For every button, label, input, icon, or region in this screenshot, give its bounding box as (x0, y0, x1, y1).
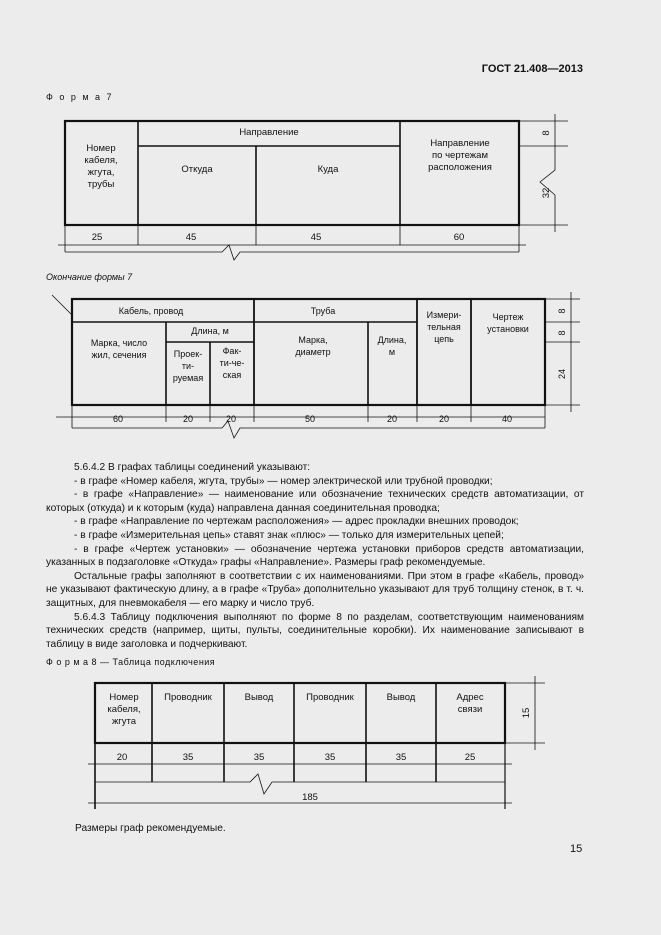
form7-height-1: 8 (541, 130, 552, 136)
actual-line-1: Фак- (222, 346, 242, 356)
form7-width-4: 60 (453, 232, 465, 243)
form7-end-height-2: 8 (557, 330, 567, 336)
form8-table (0, 676, 661, 811)
actual-line-3: ская (222, 370, 242, 380)
form8-width-1: 20 (116, 752, 128, 763)
bullet-drawing: - в графе «Чертеж установки» — обозначение чертежа установки приборов средств автоматизации, указанных в подзаголовке «Откуда» графы «Направление». Размеры граф рекомендуемые. (46, 543, 584, 569)
designed-line-2: ти- (181, 361, 195, 371)
form7-table (0, 112, 661, 267)
measuring-line-3: цепь (434, 334, 454, 344)
cable-mark-line-2: жил, сечения (91, 350, 147, 360)
form7-drawdir-line-3: расположения (428, 162, 492, 173)
form7-end-width-1: 60 (112, 414, 124, 424)
bullet-number: - в графе «Номер кабеля, жгута, трубы» — номер электрической или трубной проводки; (74, 475, 493, 487)
pipe-mark-line-1: Марка, (298, 335, 328, 345)
form8-number-line-1: Номер (109, 692, 139, 703)
form8-address-line-1: Адрес (456, 692, 484, 703)
designed-line-1: Проек- (173, 349, 203, 359)
form8-conductor-2: Проводник (306, 692, 354, 703)
bullet-measuring: - в графе «Измерительная цепь» ставят знак «плюс» — только для измерительных цепей; (74, 529, 504, 541)
body-text (46, 461, 584, 651)
form8-number-line-2: кабеля, (107, 704, 141, 715)
document-code: ГОСТ 21.408—2013 (481, 63, 583, 75)
form7-from-header: Откуда (181, 164, 213, 175)
form7-direction-header: Направление (239, 127, 299, 138)
designed-line-3: руемая (172, 373, 204, 383)
form7-end-width-3: 20 (225, 414, 237, 424)
measuring-line-1: Измери- (426, 310, 462, 320)
paragraph-5643: 5.6.4.3 Таблицу подключения выполняют по форме 8 по разделам, соответствующим наименованиям технических средств (например, щиты, пульты, соединительные коробки). Их наименование записывают в таблицу в виде заголовка и подчеркивают. (46, 611, 584, 650)
bullet-direction: - в графе «Направление» — наименование или обозначение технических средств автоматизации, от которых (откуда) и к которым (куда) направлена данная соединительная проводка; (46, 489, 584, 514)
form8-conductor-1: Проводник (164, 692, 212, 703)
form7-width-1: 25 (91, 232, 103, 243)
drawing-line-2: установки (487, 324, 529, 334)
actual-line-2: ти-че- (219, 358, 245, 368)
form7-drawdir-line-1: Направление (430, 138, 490, 149)
form7-width-3: 45 (310, 232, 322, 243)
form8-width-6: 25 (464, 752, 476, 763)
form8-width-3: 35 (253, 752, 265, 763)
pipe-mark-line-2: диаметр (295, 347, 331, 357)
pipe-length-line-1: Длина, (377, 335, 407, 345)
form7-end-table (0, 290, 661, 450)
page-number: 15 (570, 843, 583, 855)
form7-end-width-7: 40 (501, 414, 513, 424)
form7-number-line-1: Номер (86, 143, 116, 154)
form7-end-height-1: 8 (557, 308, 567, 314)
paragraph-5642: 5.6.4.2 В графах таблицы соединений указывают: (74, 462, 311, 473)
form7-caption: Ф о р м а 7 (46, 92, 114, 102)
pipe-length-line-2: м (388, 347, 396, 357)
drawing-line-1: Чертеж (492, 312, 524, 322)
length-header: Длина, м (191, 326, 229, 336)
form7-end-width-6: 20 (438, 414, 450, 424)
form7-width-2: 45 (185, 232, 197, 243)
cable-header: Кабель, провод (118, 306, 184, 316)
form7-drawdir-line-2: по чертежам (432, 150, 488, 161)
form7-end-width-5: 20 (386, 414, 398, 424)
form8-width-4: 35 (324, 752, 336, 763)
recommended-note: Размеры граф рекомендуемые. (75, 823, 226, 834)
cable-mark-line-1: Марка, число (90, 338, 148, 348)
form8-address-line-2: связи (457, 704, 483, 715)
form8-width-5: 35 (395, 752, 407, 763)
form7-to-header: Куда (317, 164, 339, 175)
form7-number-line-2: кабеля, (84, 155, 118, 166)
form7-number-line-3: жгута, (87, 167, 115, 178)
form8-output-1: Вывод (244, 692, 274, 703)
paragraph-other-columns: Остальные графы заполняют в соответствии с их наименованиями. При этом в графе «Кабель, провод» не указывают фактическую длину, а в графе «Труба» дополнительно указывают для труб толщину стенок, в т. ч. защитных, для пневмокабеля — его марку и число труб. (46, 570, 584, 609)
form7-end-caption: Окончание формы 7 (46, 272, 133, 282)
form8-height: 15 (521, 707, 532, 719)
form8-caption: Ф о р м а 8 — Таблица подключения (46, 657, 216, 667)
form8-number-line-3: жгута (111, 716, 137, 727)
form8-width-2: 35 (182, 752, 194, 763)
form7-number-line-4: трубы (87, 179, 115, 190)
form7-end-height-3: 24 (557, 368, 567, 380)
form8-output-2: Вывод (386, 692, 416, 703)
form8-total-width: 185 (302, 792, 318, 803)
form7-end-width-4: 50 (304, 414, 316, 424)
pipe-header: Труба (310, 306, 336, 316)
bullet-drawing-direction: - в графе «Направление по чертежам расположения» — адрес прокладки внешних проводок; (74, 516, 519, 528)
form7-height-2: 32 (541, 187, 552, 199)
measuring-line-2: тельная (427, 322, 461, 332)
form7-end-width-2: 20 (182, 414, 194, 424)
